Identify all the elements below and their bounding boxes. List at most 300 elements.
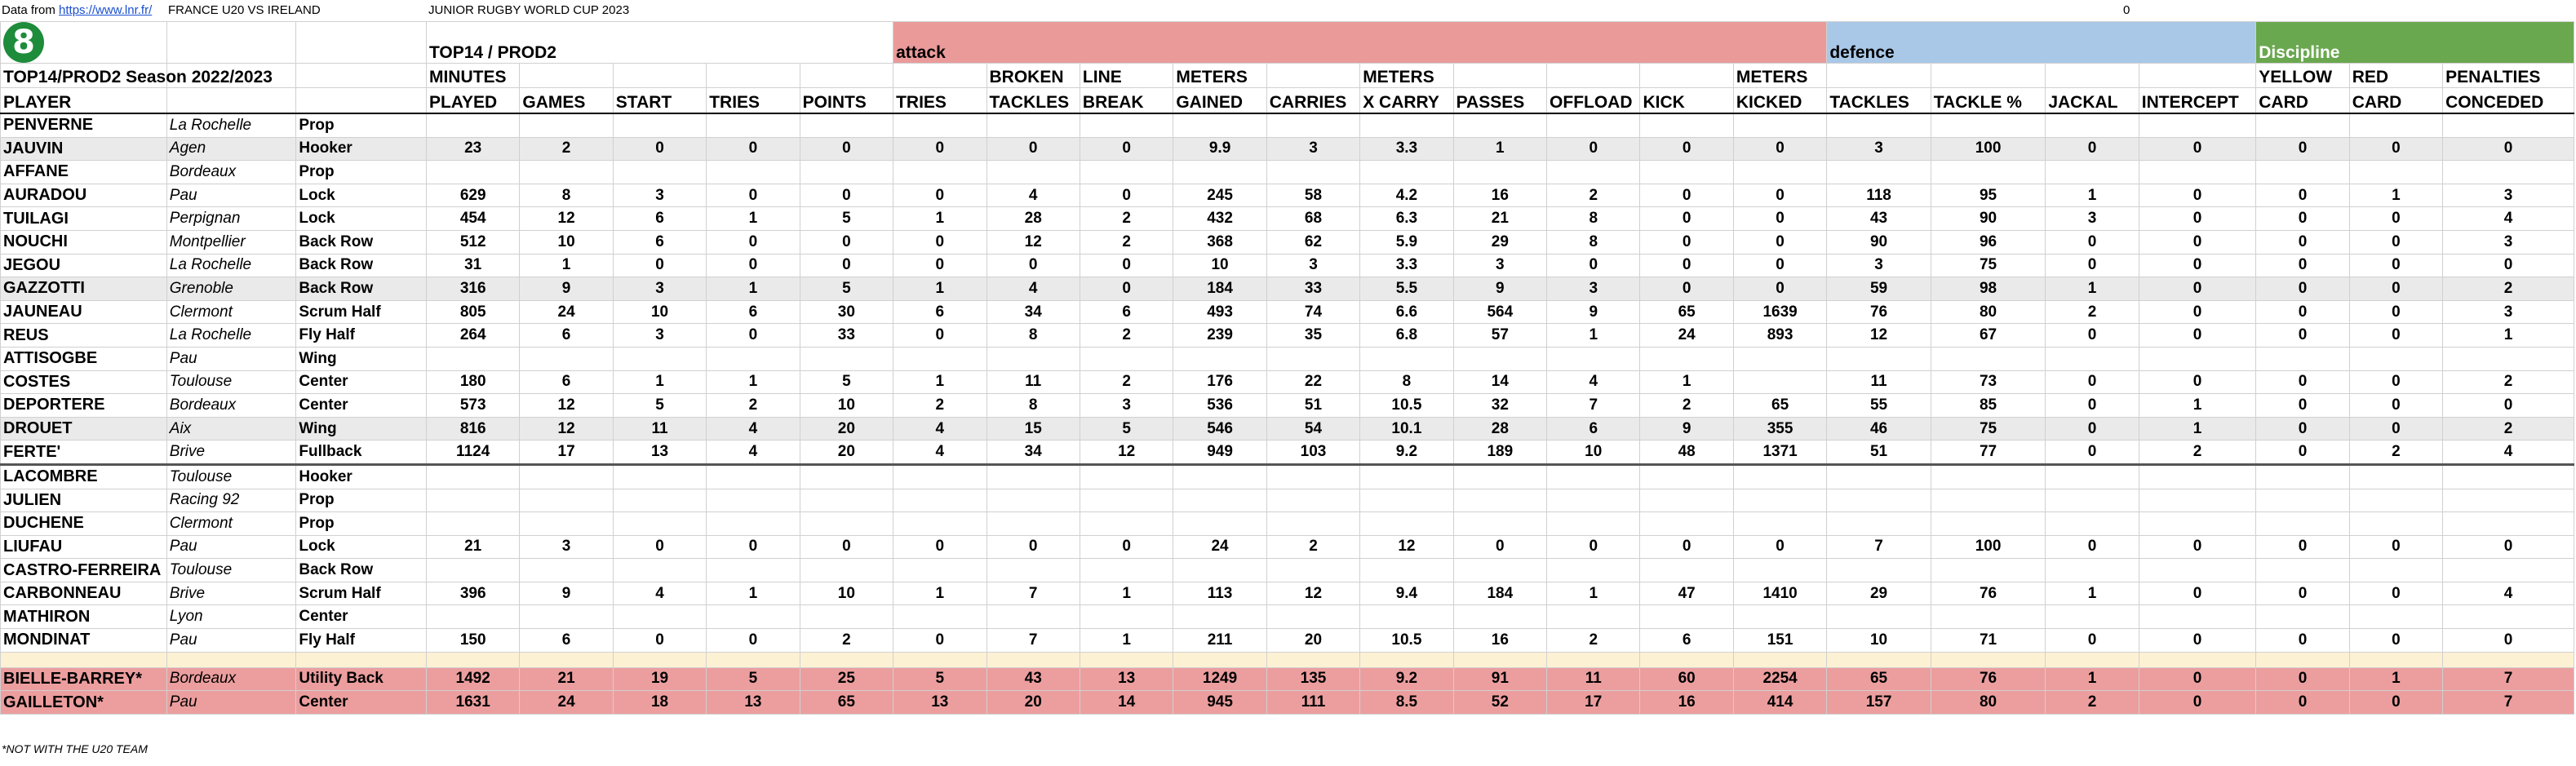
stat-cell — [1266, 464, 1359, 489]
stat-cell: 0 — [2349, 277, 2442, 301]
stat-cell: 59 — [1827, 277, 1931, 301]
stat-cell: 34 — [987, 300, 1080, 324]
column-header — [1547, 64, 1640, 88]
stat-cell: 4 — [613, 582, 706, 605]
player-pos: Center — [296, 370, 427, 394]
stat-cell — [1640, 464, 1733, 489]
player-name: GAILLETON* — [1, 691, 167, 715]
stat-cell: 6 — [707, 300, 800, 324]
stat-cell — [1827, 489, 1931, 512]
stat-cell — [1453, 489, 1546, 512]
stat-cell: 60 — [1640, 667, 1733, 691]
stat-cell — [800, 559, 893, 582]
stat-cell — [1173, 559, 1266, 582]
stat-cell: 96 — [1931, 230, 2046, 254]
player-name: JEGOU — [1, 254, 167, 277]
stat-cell — [2046, 489, 2139, 512]
player-name: DUCHENE — [1, 512, 167, 536]
stat-cell — [1547, 605, 1640, 629]
table-row — [1, 394, 2574, 418]
stat-cell: 0 — [893, 137, 987, 161]
stat-cell: 76 — [1931, 667, 2046, 691]
stat-cell — [520, 347, 613, 370]
stat-cell: 4 — [707, 417, 800, 441]
player-club: Pau — [166, 184, 296, 207]
stat-cell: 2 — [1080, 207, 1173, 231]
player-name: CARBONNEAU — [1, 582, 167, 605]
season-label: TOP14/PROD2 Season 2022/2023 — [1, 64, 167, 88]
player-name: BIELLE-BARREY* — [1, 667, 167, 691]
stat-cell: 6.8 — [1360, 324, 1453, 348]
stat-cell — [520, 464, 613, 489]
stat-cell — [707, 512, 800, 536]
stat-cell — [2349, 347, 2442, 370]
stat-cell: 368 — [1173, 230, 1266, 254]
stat-cell: 1 — [2139, 417, 2256, 441]
column-header: LINE — [1080, 64, 1173, 88]
stat-cell: 6 — [1547, 417, 1640, 441]
stat-cell — [987, 464, 1080, 489]
table-row — [1, 230, 2574, 254]
stat-cell: 5 — [800, 370, 893, 394]
stat-cell — [2256, 464, 2349, 489]
column-header: METERS — [1733, 64, 1826, 88]
player-pos: Lock — [296, 535, 427, 559]
stat-cell — [1640, 113, 1733, 137]
stat-cell: 180 — [426, 370, 519, 394]
header-row-top — [1, 64, 2574, 88]
stat-cell: 0 — [1547, 137, 1640, 161]
player-club: Clermont — [166, 512, 296, 536]
stat-cell: 3 — [2046, 207, 2139, 231]
stat-cell: 0 — [707, 254, 800, 277]
stat-cell: 0 — [2349, 691, 2442, 715]
stat-cell: 0 — [2256, 300, 2349, 324]
stat-cell: 100 — [1931, 535, 2046, 559]
column-header — [2139, 64, 2256, 88]
player-pos: Back Row — [296, 230, 427, 254]
stat-cell: 0 — [893, 254, 987, 277]
column-header — [296, 88, 427, 114]
stat-cell — [1547, 464, 1640, 489]
stat-cell — [1453, 605, 1546, 629]
stat-cell: 0 — [2046, 394, 2139, 418]
stat-cell: 21 — [426, 535, 519, 559]
stat-cell — [1453, 512, 1546, 536]
stat-cell — [2046, 559, 2139, 582]
column-header: MINUTES — [426, 64, 519, 88]
stat-cell: 3 — [1547, 277, 1640, 301]
stat-cell — [800, 512, 893, 536]
stat-cell — [893, 559, 987, 582]
stat-cell: 0 — [2443, 629, 2574, 653]
stat-cell: 184 — [1173, 277, 1266, 301]
stat-cell: 65 — [1733, 394, 1826, 418]
player-pos: Scrum Half — [296, 300, 427, 324]
player-name: DROUET — [1, 417, 167, 441]
stat-cell — [2139, 559, 2256, 582]
stat-cell: 2254 — [1733, 667, 1826, 691]
stat-cell: 1 — [2349, 184, 2442, 207]
stat-cell: 945 — [1173, 691, 1266, 715]
stat-cell: 74 — [1266, 300, 1359, 324]
stat-cell: 0 — [2256, 582, 2349, 605]
table-row — [1, 370, 2574, 394]
stat-cell: 1 — [893, 370, 987, 394]
stat-cell — [613, 161, 706, 184]
column-header: PLAYED — [426, 88, 519, 114]
stat-cell — [1733, 113, 1826, 137]
stat-cell: 67 — [1931, 324, 2046, 348]
player-club: La Rochelle — [166, 113, 296, 137]
stat-cell — [1080, 559, 1173, 582]
stat-cell — [1360, 113, 1453, 137]
stat-cell: 0 — [707, 137, 800, 161]
stat-cell: 0 — [1733, 184, 1826, 207]
stat-cell: 414 — [1733, 691, 1826, 715]
table-row — [1, 667, 2574, 691]
player-pos: Utility Back — [296, 667, 427, 691]
stat-cell: 4 — [2443, 441, 2574, 465]
stat-cell: 0 — [2256, 137, 2349, 161]
stat-cell: 90 — [1931, 207, 2046, 231]
column-header — [1931, 64, 2046, 88]
player-club: Toulouse — [166, 464, 296, 489]
player-name: JULIEN — [1, 489, 167, 512]
stat-cell: 46 — [1827, 417, 1931, 441]
player-pos: Prop — [296, 161, 427, 184]
stat-cell: 103 — [1266, 441, 1359, 465]
stat-cell — [800, 161, 893, 184]
column-header — [166, 88, 296, 114]
attack-group: attack — [893, 22, 1827, 64]
table-row — [1, 137, 2574, 161]
stat-cell: 0 — [2256, 535, 2349, 559]
stat-cell — [1360, 489, 1453, 512]
stat-cell: 0 — [2349, 230, 2442, 254]
column-header — [613, 64, 706, 88]
stat-cell — [1547, 512, 1640, 536]
stat-cell — [1733, 605, 1826, 629]
stat-cell: 33 — [800, 324, 893, 348]
player-club: Bordeaux — [166, 161, 296, 184]
stat-cell: 0 — [2256, 691, 2349, 715]
player-name: COSTES — [1, 370, 167, 394]
stat-cell — [987, 347, 1080, 370]
stat-cell: 34 — [987, 441, 1080, 465]
stat-cell: 1 — [1547, 582, 1640, 605]
player-pos: Center — [296, 605, 427, 629]
player-pos: Scrum Half — [296, 582, 427, 605]
stat-cell: 0 — [1733, 207, 1826, 231]
source-link[interactable]: https://www.lnr.fr/ — [59, 3, 153, 17]
stat-cell: 0 — [893, 324, 987, 348]
stat-cell — [1827, 464, 1931, 489]
column-header — [2046, 64, 2139, 88]
stat-cell: 0 — [2256, 370, 2349, 394]
defence-group: defence — [1827, 22, 2256, 64]
stat-cell — [2256, 489, 2349, 512]
stat-cell — [1266, 113, 1359, 137]
stat-cell: 21 — [1453, 207, 1546, 231]
stat-cell — [1173, 489, 1266, 512]
stat-cell — [2256, 512, 2349, 536]
stat-cell: 1 — [893, 582, 987, 605]
stat-cell — [1931, 559, 2046, 582]
stat-cell: 0 — [2139, 207, 2256, 231]
stat-cell: 0 — [2256, 184, 2349, 207]
stat-cell — [1640, 605, 1733, 629]
stat-cell — [2443, 512, 2574, 536]
stat-cell — [520, 605, 613, 629]
column-header — [1640, 64, 1733, 88]
stat-cell: 0 — [1640, 230, 1733, 254]
stat-cell — [2046, 464, 2139, 489]
stat-cell: 6 — [520, 629, 613, 653]
stat-cell: 3 — [1827, 254, 1931, 277]
stat-cell: 2 — [2443, 277, 2574, 301]
stat-cell — [987, 559, 1080, 582]
stat-cell: 8 — [520, 184, 613, 207]
stat-cell: 2 — [707, 394, 800, 418]
stat-cell — [1266, 605, 1359, 629]
stat-cell: 32 — [1453, 394, 1546, 418]
table-row — [1, 441, 2574, 465]
stat-cell — [1266, 512, 1359, 536]
stat-cell — [1547, 347, 1640, 370]
stat-cell: 13 — [893, 691, 987, 715]
stat-cell: 10 — [800, 394, 893, 418]
table-row — [1, 582, 2574, 605]
stat-cell: 28 — [1453, 417, 1546, 441]
stat-cell — [893, 512, 987, 536]
stat-cell: 1124 — [426, 441, 519, 465]
player-pos: Back Row — [296, 559, 427, 582]
table-row — [1, 277, 2574, 301]
stat-cell: 9 — [1640, 417, 1733, 441]
stat-cell: 1 — [613, 370, 706, 394]
stat-cell: 2 — [2443, 417, 2574, 441]
stat-cell — [800, 113, 893, 137]
table-row — [1, 512, 2574, 536]
player-club: Agen — [166, 137, 296, 161]
stat-cell: 0 — [2349, 394, 2442, 418]
discipline-group: Discipline — [2256, 22, 2574, 64]
stat-cell: 25 — [800, 667, 893, 691]
stat-cell: 2 — [1547, 629, 1640, 653]
stat-cell: 12 — [1360, 535, 1453, 559]
stat-cell: 10 — [1173, 254, 1266, 277]
stat-cell: 22 — [1266, 370, 1359, 394]
stat-cell: 0 — [1733, 535, 1826, 559]
stat-cell: 0 — [613, 535, 706, 559]
stat-cell: 0 — [2139, 691, 2256, 715]
stat-cell: 29 — [1827, 582, 1931, 605]
stat-cell: 0 — [1080, 535, 1173, 559]
player-pos: Lock — [296, 207, 427, 231]
stat-cell — [1080, 489, 1173, 512]
stat-cell: 0 — [613, 137, 706, 161]
top-info-bar — [0, 0, 2576, 21]
stat-cell: 80 — [1931, 300, 2046, 324]
table-row — [1, 489, 2574, 512]
player-pos: Fullback — [296, 441, 427, 465]
stat-cell — [1733, 559, 1826, 582]
stat-cell: 0 — [707, 324, 800, 348]
table-row — [1, 300, 2574, 324]
stat-cell: 2 — [1080, 370, 1173, 394]
stat-cell: 1 — [707, 207, 800, 231]
stat-cell: 1 — [1640, 370, 1733, 394]
stat-cell — [1360, 605, 1453, 629]
stat-cell: 0 — [800, 535, 893, 559]
column-header: CONCEDED — [2443, 88, 2574, 114]
stat-cell: 24 — [520, 691, 613, 715]
stat-cell: 805 — [426, 300, 519, 324]
stat-cell: 0 — [2046, 629, 2139, 653]
stat-cell — [2046, 605, 2139, 629]
stat-cell: 4 — [2443, 207, 2574, 231]
stat-cell: 9 — [1547, 300, 1640, 324]
stat-cell: 6.6 — [1360, 300, 1453, 324]
table-row — [1, 691, 2574, 715]
stat-cell — [2349, 559, 2442, 582]
column-header — [707, 64, 800, 88]
stat-cell: 0 — [800, 254, 893, 277]
stat-cell — [1827, 605, 1931, 629]
stat-cell — [2443, 489, 2574, 512]
stat-cell: 1371 — [1733, 441, 1826, 465]
stat-cell: 0 — [800, 137, 893, 161]
stat-cell: 12 — [1266, 582, 1359, 605]
player-pos: Back Row — [296, 254, 427, 277]
stat-cell — [987, 113, 1080, 137]
stat-cell: 0 — [2256, 230, 2349, 254]
stat-cell: 8.5 — [1360, 691, 1453, 715]
stat-cell: 6 — [520, 370, 613, 394]
stat-cell — [1266, 161, 1359, 184]
column-header: METERS — [1173, 64, 1266, 88]
stat-cell: 100 — [1931, 137, 2046, 161]
stat-cell: 0 — [2046, 254, 2139, 277]
stat-cell: 5 — [1080, 417, 1173, 441]
table-row — [1, 605, 2574, 629]
stat-cell: 0 — [1733, 230, 1826, 254]
stat-cell — [1733, 370, 1826, 394]
player-pos: Hooker — [296, 464, 427, 489]
stat-cell: 493 — [1173, 300, 1266, 324]
stat-cell: 0 — [1080, 277, 1173, 301]
stat-cell: 151 — [1733, 629, 1826, 653]
player-name: AURADOU — [1, 184, 167, 207]
stat-cell: 0 — [1640, 137, 1733, 161]
stat-cell: 35 — [1266, 324, 1359, 348]
stat-cell: 10 — [1827, 629, 1931, 653]
stat-cell — [2443, 559, 2574, 582]
stat-cell — [1453, 113, 1546, 137]
stat-cell: 98 — [1931, 277, 2046, 301]
stat-cell — [2139, 161, 2256, 184]
stat-cell: 816 — [426, 417, 519, 441]
logo-cell — [1, 22, 167, 64]
stat-cell — [520, 559, 613, 582]
player-name: JAUNEAU — [1, 300, 167, 324]
player-name: DEPORTERE — [1, 394, 167, 418]
stat-cell: 12 — [987, 230, 1080, 254]
stat-cell: 239 — [1173, 324, 1266, 348]
stat-cell: 0 — [707, 629, 800, 653]
stat-cell: 65 — [1827, 667, 1931, 691]
stat-cell: 0 — [1080, 254, 1173, 277]
player-club: Toulouse — [166, 559, 296, 582]
stat-cell: 0 — [2256, 417, 2349, 441]
column-header: CARD — [2349, 88, 2442, 114]
stat-cell: 2 — [1266, 535, 1359, 559]
stat-cell: 2 — [2046, 691, 2139, 715]
table-row — [1, 254, 2574, 277]
stat-cell: 5 — [893, 667, 987, 691]
player-pos: Wing — [296, 347, 427, 370]
player-club: Bordeaux — [166, 667, 296, 691]
stat-cell: 8 — [1547, 230, 1640, 254]
stat-cell: 20 — [1266, 629, 1359, 653]
player-club: La Rochelle — [166, 254, 296, 277]
stat-cell — [2443, 113, 2574, 137]
stat-cell: 30 — [800, 300, 893, 324]
stat-cell: 573 — [426, 394, 519, 418]
stat-cell: 0 — [2349, 137, 2442, 161]
stat-cell: 5 — [800, 277, 893, 301]
stat-cell — [987, 605, 1080, 629]
stat-cell: 0 — [2046, 230, 2139, 254]
stat-cell: 76 — [1827, 300, 1931, 324]
stat-cell: 0 — [2349, 370, 2442, 394]
stat-cell: 16 — [1640, 691, 1733, 715]
stat-cell: 3 — [2443, 300, 2574, 324]
club-logo-icon: 8 — [3, 22, 44, 63]
stat-cell — [1827, 512, 1931, 536]
stat-cell — [707, 489, 800, 512]
stat-cell: 4 — [1547, 370, 1640, 394]
stat-cell — [2139, 113, 2256, 137]
stat-cell: 6 — [1640, 629, 1733, 653]
stat-cell: 51 — [1266, 394, 1359, 418]
stat-cell: 0 — [2139, 667, 2256, 691]
stat-cell: 5 — [800, 207, 893, 231]
footnote: *NOT WITH THE U20 TEAM — [2, 742, 148, 755]
stat-cell: 0 — [2349, 324, 2442, 348]
stat-cell: 8 — [1360, 370, 1453, 394]
stat-cell: 48 — [1640, 441, 1733, 465]
column-header: JACKAL — [2046, 88, 2139, 114]
player-name: MATHIRON — [1, 605, 167, 629]
stat-cell — [893, 347, 987, 370]
player-pos: Prop — [296, 512, 427, 536]
stat-cell — [707, 161, 800, 184]
stat-cell: 55 — [1827, 394, 1931, 418]
stat-cell: 0 — [2139, 370, 2256, 394]
stat-cell — [1173, 161, 1266, 184]
table-row — [1, 161, 2574, 184]
table-row — [1, 207, 2574, 231]
stat-cell: 58 — [1266, 184, 1359, 207]
stat-cell: 0 — [2349, 535, 2442, 559]
stat-cell — [613, 512, 706, 536]
stat-cell: 454 — [426, 207, 519, 231]
stat-cell: 0 — [2349, 629, 2442, 653]
stat-cell: 1 — [1547, 324, 1640, 348]
stat-cell: 65 — [1640, 300, 1733, 324]
